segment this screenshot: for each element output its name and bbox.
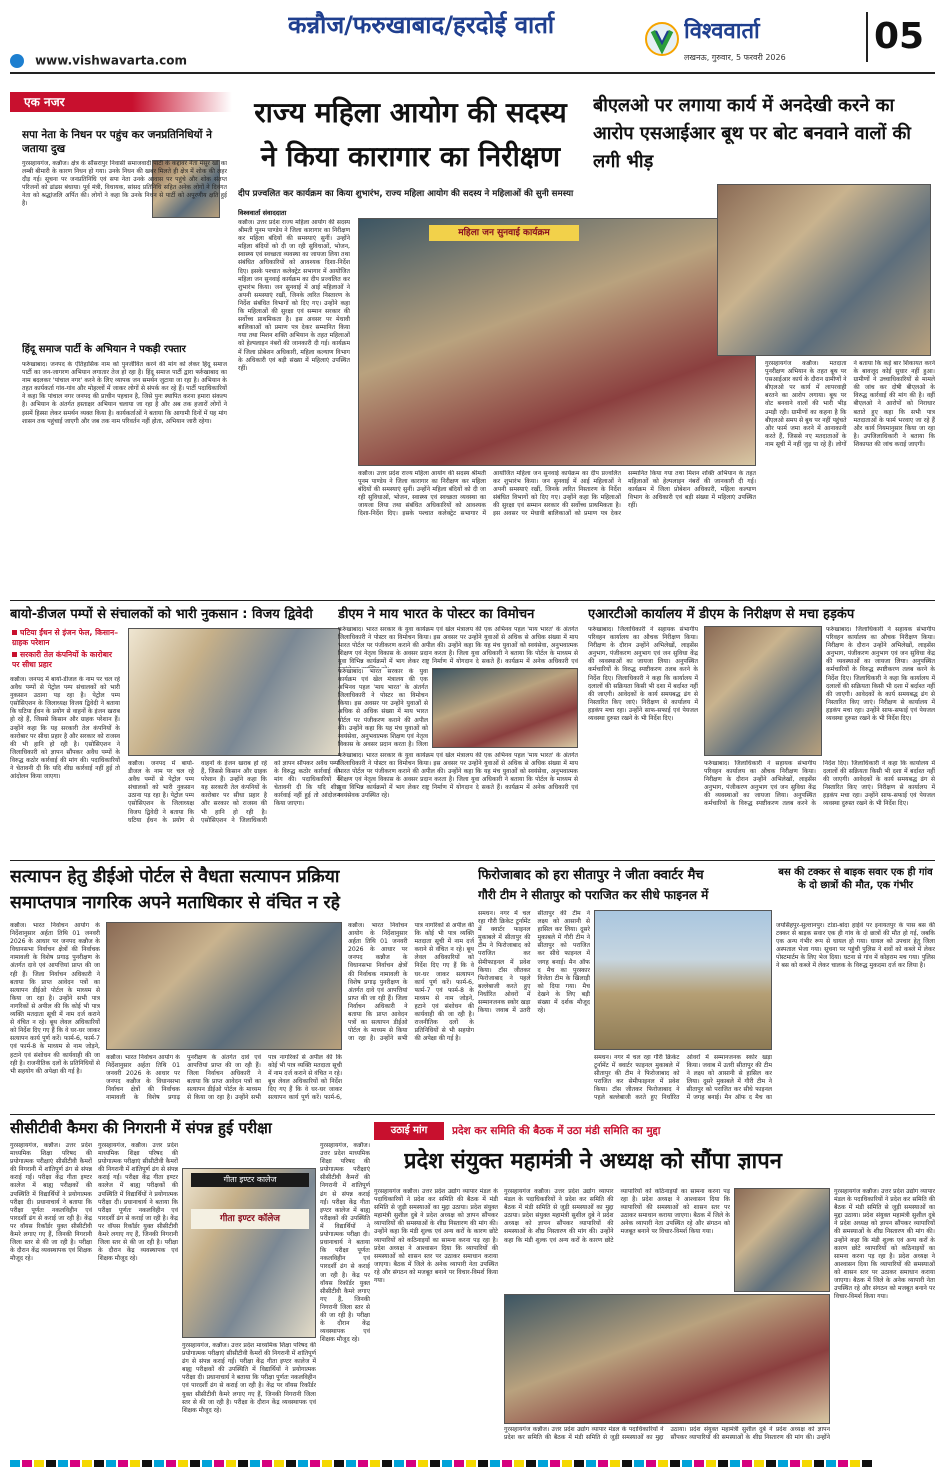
blo-body: गुरसहायगंज कन्नौज। मतदाता पुनरीक्षण अभियान के तहत बूथ पर एसआईआर कार्य के दौरान ग्रामीणों ने बीएलओ पर कार्य में लापरवाही बरतने का आरोप लगाया। बूथ पर वोट बनवाने वालों की भारी भीड़ उमड़ी रही। ग्रामीणों का कहना है कि बीएलओ समय से बूथ पर नहीं पहुंचते और फार्म जमा करने में आनाकानी करते हैं, जिससे नए मतदाताओं के नाम सूची में नहीं जुड़ पा रहे हैं। लोगों ने बताया कि कई बार शिकायत करने के बावजूद कोई सुधार नहीं हुआ। ग्रामीणों ने उच्चाधिकारियों से मामले की जांच कर दोषी बीएलओ के विरुद्ध कार्रवाई की मांग की है। वहीं बीएलओ ने आरोपों को निराधार बताते हुए कहा कि सभी पात्र मतदाताओं के फार्म भरवाए जा रहे हैं और कार्य नियमानुसार किया जा रहा है। उपजिलाधिकारी ने बताया कि शिकायत की जांच कराई जाएगी। xyxy=(765,360,935,448)
arto-story xyxy=(588,606,935,858)
lead-byline: विश्ववार्ता संवाददाता xyxy=(238,209,287,217)
accident-headline: बस की टक्कर से बाइक सवार एक ही गांव के दो छात्रों की मौत, एक गंभीर xyxy=(778,867,933,891)
arto-body-col4: फर्रुखाबाद। जिलाधिकारी ने सहायक संभागीय परिवहन कार्यालय का औचक निरीक्षण किया। निरीक्षण के दौरान उन्होंने अभिलेखों, लाइसेंस अनुभाग, पंजीकरण अनुभाग एवं जन सुविधा केंद्र की व्यवस्थाओं का जायजा लिया। अनुपस्थित कर्मचारियों के विरुद्ध स्पष्टीकरण तलब करने के निर्देश दिए। जिलाधिकारी ने कहा कि कार्यालय में दलालों की सक्रियता किसी भी दशा में बर्दाश्त नहीं की जाएगी। आवेदकों के कार्य समयबद्ध ढंग से निस्तारित किए जाएं। निरीक्षण से कार्यालय में हड़कंप मचा रहा। उन्होंने साफ-सफाई एवं पेयजल व्यवस्था दुरुस्त रखने के भी निर्देश दिए। xyxy=(826,626,935,723)
bullet-square-icon xyxy=(12,630,17,635)
registration-swatch xyxy=(418,1460,428,1467)
memo-photo xyxy=(504,1294,830,1424)
print-color-bar xyxy=(10,1455,935,1467)
voter-headline-1: सत्यापन हेतु डीईओ पोर्टल से वैधता सत्यापन प्रक्रिया xyxy=(10,867,340,887)
registration-swatch xyxy=(634,1460,644,1467)
registration-swatch xyxy=(190,1460,200,1467)
registration-swatch xyxy=(46,1460,56,1467)
registration-swatch xyxy=(286,1460,296,1467)
divider-2 xyxy=(10,860,935,861)
ek-nazar-label: एक नजर xyxy=(10,92,232,112)
arto-photo xyxy=(704,626,822,756)
registration-swatch xyxy=(154,1460,164,1467)
petrol-bullet-1: घटिया ईंधन से इंजन फेल, किसान–ग्राहक परेशान xyxy=(12,628,118,647)
registration-swatch xyxy=(766,1460,776,1467)
registration-swatch xyxy=(298,1460,308,1467)
divider-1 xyxy=(10,600,935,601)
registration-swatch xyxy=(802,1460,812,1467)
arto-body: फर्रुखाबाद। जिलाधिकारी ने सहायक संभागीय परिवहन कार्यालय का औचक निरीक्षण किया। निरीक्षण के दौरान उन्होंने अभिलेखों, लाइसेंस अनुभाग, पंजीकरण अनुभाग एवं जन सुविधा केंद्र की व्यवस्थाओं का जायजा लिया। अनुपस्थित कर्मचारियों के विरुद्ध स्पष्टीकरण तलब करने के निर्देश दिए। जिलाधिकारी ने कहा कि कार्यालय में दलालों की सक्रियता किसी भी दशा में बर्दाश्त नहीं की जाएगी। आवेदकों के कार्य समयबद्ध ढंग से निस्तारित किए जाएं। निरीक्षण से कार्यालय में हड़कंप मचा रहा। उन्होंने साफ-सफाई एवं पेयजल व्यवस्था दुरुस्त रखने के भी निर्देश दिए। xyxy=(704,760,935,808)
registration-swatch xyxy=(310,1460,320,1467)
registration-swatch xyxy=(118,1460,128,1467)
registration-swatch xyxy=(166,1460,176,1467)
registration-swatch xyxy=(370,1460,380,1467)
petrol-body-col1: कन्नौज। जनपद में बायो-डीजल के नाम पर चल रहे अवैध पम्पों से पेट्रोल पम्प संचालकों को भारी नुकसान उठाना पड़ रहा है। पेट्रोल पम्प एसोसिएशन के जिलाध्यक्ष विजय द्विवेदी ने बताया कि घटिया ईंधन के प्रयोग से वाहनों के इंजन खराब हो रहे हैं, जिससे किसान और ग्राहक परेशान हैं। उन्होंने कहा कि यह सरकारी तेल कंपनियों के कारोबार पर सीधा प्रहार है और सरकार को राजस्व की भी हानि हो रही है। एसोसिएशन ने जिलाधिकारी को ज्ञापन सौंपकर अवैध पम्पों के विरुद्ध कठोर कार्रवाई की मांग की। पदाधिकारियों ने चेतावनी दी कि यदि शीघ्र कार्रवाई नहीं हुई तो आंदोलन किया जाएगा। xyxy=(10,676,120,781)
registration-swatch xyxy=(790,1460,800,1467)
cricket-story xyxy=(478,866,772,1112)
cricket-body-bottom: समधन। नगर में चल रहा गौरी क्रिकेट टूर्नामेंट में क्वार्टर फाइनल मुकाबले में सीतापुर की टीम ने फिरोजाबाद को पराजित कर सेमीफाइनल में प्रवेश किया। टॉस जीतकर फिरोजाबाद ने पहले बल्लेबाजी करते हुए निर्धारित ओवरों में सम्मानजनक स्कोर खड़ा किया। जवाब में उतरी सीतापुर की टीम ने लक्ष्य को आसानी से हासिल कर लिया। दूसरे मुकाबले में गौरी टीम ने सीतापुर को पराजित कर सीधे फाइनल में जगह बनाई। मैन ऑफ द मैच का xyxy=(594,1054,772,1102)
petrol-story xyxy=(10,606,340,858)
registration-swatch xyxy=(658,1460,668,1467)
registration-swatch xyxy=(622,1460,632,1467)
registration-swatch xyxy=(490,1460,500,1467)
registration-swatch xyxy=(838,1460,848,1467)
v-logo-icon xyxy=(647,24,677,54)
story1-body: गुरसहायगंज, कन्नौज। क्षेत्र के सौंसरापुर निवासी समाजवादी पार्टी के कद्दावर नेता मंसूर खां का लम्बी बीमारी के कारण निधन हो गया। उनके निधन की खबर मिलते ही क्षेत्र में शोक की लहर दौड़ गई। सूचना पर जनप्रतिनिधि एवं सपा नेता उनके आवास पर पहुंचे और शोक संतप्त परिजनों को ढांढस बंधाया। पूर्व मंत्री, विधायक, सांसद प्रतिनिधि सहित अनेक लोगों ने दिवंगत नेता को श्रद्धांजलि अर्पित की। लोगों ने कहा कि उनके निधन से पार्टी को अपूरणीय क्षति हुई है। xyxy=(22,160,227,208)
registration-swatch xyxy=(430,1460,440,1467)
lead-headline-2: ने किया कारागार का निरीक्षण xyxy=(260,140,561,173)
registration-swatch xyxy=(466,1460,476,1467)
registration-swatch xyxy=(250,1460,260,1467)
memo-body-left: गुरसहायगंज कन्नौज। उत्तर प्रदेश उद्योग व्यापार मंडल के पदाधिकारियों ने प्रदेश कर समिति की बैठक में मंडी समिति से जुड़ी समस्याओं का मुद्दा उठाया। प्रदेश संयुक्त महामंत्री सुशील दुबे ने प्रदेश अध्यक्ष को ज्ञापन सौंपकर व्यापारियों की समस्याओं के शीघ्र निस्तारण की मांग की। उन्होंने कहा कि मंडी शुल्क एवं अन्य करों के कारण छोटे व्यापारियों को कठिनाइयों का सामना करना पड़ रहा है। प्रदेश अध्यक्ष ने आश्वासन दिया कि व्यापारियों की समस्याओं को शासन स्तर पर उठाकर समाधान कराया जाएगा। बैठक में जिले के अनेक व्यापारी नेता उपस्थित रहे और संगठन को मजबूत बनाने पर विचार-विमर्श किया गया। xyxy=(504,1188,730,1244)
arto-body-col1: फर्रुखाबाद। जिलाधिकारी ने सहायक संभागीय परिवहन कार्यालय का औचक निरीक्षण किया। निरीक्षण के दौरान उन्होंने अभिलेखों, लाइसेंस अनुभाग, पंजीकरण अनुभाग एवं जन सुविधा केंद्र की व्यवस्थाओं का जायजा लिया। अनुपस्थित कर्मचारियों के विरुद्ध स्पष्टीकरण तलब करने के निर्देश दिए। जिलाधिकारी ने कहा कि कार्यालय में दलालों की सक्रियता किसी भी दशा में बर्दाश्त नहीं की जाएगी। आवेदकों के कार्य समयबद्ध ढंग से निस्तारित किए जाएं। निरीक्षण से कार्यालय में हड़कंप मचा रहा। उन्होंने साफ-सफाई एवं पेयजल व्यवस्था दुरुस्त रखने के भी निर्देश दिए। xyxy=(588,626,698,723)
dm-poster-photo xyxy=(432,668,578,748)
globe-icon xyxy=(10,54,24,68)
dateline: लखनऊ, गुरुवार, 5 फरवरी 2026 xyxy=(684,53,786,62)
registration-swatch xyxy=(562,1460,572,1467)
masthead-divider xyxy=(866,12,868,62)
registration-swatch xyxy=(70,1460,80,1467)
registration-swatch xyxy=(706,1460,716,1467)
memo-kicker: प्रदेश कर समिति की बैठक में उठा मंडी समिति का मुद्दा xyxy=(452,1125,661,1137)
registration-swatch xyxy=(574,1460,584,1467)
ek-nazar-column xyxy=(10,92,232,597)
registration-swatch xyxy=(754,1460,764,1467)
masthead xyxy=(0,0,945,74)
registration-swatch xyxy=(10,1460,20,1467)
lead-photo-banner: महिला जन सुनवाई कार्यक्रम xyxy=(429,225,579,241)
brand-name: विश्ववार्ता xyxy=(684,19,760,44)
registration-swatch xyxy=(478,1460,488,1467)
masthead-rule xyxy=(10,72,935,74)
dm-poster-headline: डीएम ने माय भारत के पोस्टर का विमोचन xyxy=(338,607,535,622)
registration-swatch xyxy=(106,1460,116,1467)
registration-swatch xyxy=(322,1460,332,1467)
memo-photo-2 xyxy=(734,1188,830,1292)
petrol-photo xyxy=(128,628,340,756)
registration-swatch xyxy=(778,1460,788,1467)
cctv-body-col4: गुरसहायगंज, कन्नौज। उत्तर प्रदेश माध्यमिक शिक्षा परिषद की प्रयोगात्मक परीक्षाएं सीसीटीवी कैमरों की निगरानी में शांतिपूर्ण ढंग से संपन्न कराई गईं। परीक्षा केंद्र गीता इण्टर कालेज में बाह्य परीक्षकों की उपस्थिति में विद्यार्थियों ने प्रयोगात्मक परीक्षा दी। प्रधानाचार्य ने बताया कि परीक्षा पूर्णतः नकलविहीन एवं पारदर्शी ढंग से कराई जा रही है। केंद्र पर वॉयस रिकॉर्डर युक्त सीसीटीवी कैमरे लगाए गए हैं, जिनकी निगरानी जिला स्तर से की जा रही है। परीक्षा के दौरान केंद्र व्यवस्थापक एवं शिक्षक मौजूद रहे। xyxy=(320,1142,370,1344)
arto-headline: एआरटीओ कार्यालय में डीएम के निरीक्षण से मचा हड़कंप xyxy=(588,607,855,622)
registration-swatch xyxy=(82,1460,92,1467)
story2-headline: हिंदू समाज पार्टी के अभियान ने पकड़ी रफ्तार xyxy=(22,344,186,355)
registration-swatch xyxy=(274,1460,284,1467)
cctv-photo xyxy=(182,1168,316,1338)
memo-story xyxy=(374,1118,935,1448)
lead-body-lower: कन्नौज। उत्तर प्रदेश राज्य महिला आयोग की सदस्य श्रीमती पूनम पाण्डेय ने जिला कारागार का निरीक्षण कर महिला बंदियों की समस्याएं सुनीं। उन्होंने महिला बंदियों को दी जा रही सुविधाओं, भोजन, स्वास्थ्य एवं स्वच्छता व्यवस्था का जायजा लिया तथा संबंधित अधिकारियों को आवश्यक दिशा-निर्देश दिए। इसके पश्चात कलेक्ट्रेट सभागार में आयोजित महिला जन सुनवाई कार्यक्रम का दीप प्रज्वलित कर शुभारंभ किया। जन सुनवाई में आई महिलाओं ने अपनी समस्याएं रखीं, जिनके त्वरित निस्तारण के निर्देश संबंधित विभागों को दिए गए। उन्होंने कहा कि महिलाओं की सुरक्षा एवं सम्मान सरकार की सर्वोच्च प्राथमिकता है। इस अवसर पर मेधावी बालिकाओं को प्रमाण पत्र देकर सम्मानित किया गया तथा मिशन शक्ति अभियान के तहत महिलाओं को हेल्पलाइन नंबरों की जानकारी दी गई। कार्यक्रम में जिला प्रोबेशन अधिकारी, महिला कल्याण विभाग के अधिकारी एवं बड़ी संख्या में महिलाएं उपस्थित रहीं। xyxy=(358,470,756,518)
accident-body: जयसिंहपुर-सुल्तानपुर। टांडा-बांदा हाईवे पर इनायतपुर के पास बस की टक्कर से बाइक सवार एक ही गांव के दो छात्रों की मौत हो गई, जबकि एक अन्य गंभीर रूप से घायल हो गया। घायल को उपचार हेतु जिला अस्पताल भेजा गया। सूचना पर पहुंची पुलिस ने शवों को कब्जे में लेकर पोस्टमार्टम के लिए भेज दिया। घटना से गांव में कोहराम मच गया। पुलिस ने बस को कब्जे में लेकर चालक के विरुद्ध मुकदमा दर्ज कर लिया है। xyxy=(776,922,935,970)
blo-story xyxy=(589,92,935,597)
petrol-headline: बायो-डीजल पम्पों से संचालकों को भारी नुकसान : विजय द्विवेदी xyxy=(10,607,313,622)
dm-poster-body-left: फर्रुखाबाद। भारत सरकार के युवा कार्यक्रम एवं खेल मंत्रालय की एक अभिनव पहल 'माय भारत' के अंतर्गत जिलाधिकारी ने पोस्टर का विमोचन किया। इस अवसर पर उन्होंने युवाओं से अधिक से अधिक संख्या में माय भारत पोर्टल पर पंजीकरण कराने की अपील की। उन्होंने कहा कि यह मंच युवाओं को स्वयंसेवा, अनुभवात्मक शिक्षण एवं नेतृत्व विकास के अवसर प्रदान करता है। जिला xyxy=(338,668,428,748)
registration-swatch xyxy=(22,1460,32,1467)
registration-swatch xyxy=(358,1460,368,1467)
registration-swatch xyxy=(814,1460,824,1467)
cricket-headline-1: फिरोजाबाद को हरा सीतापुर ने जीता क्वार्टर मैच xyxy=(478,868,704,883)
voter-photo xyxy=(106,922,342,1050)
registration-swatch xyxy=(382,1460,392,1467)
registration-swatch xyxy=(826,1460,836,1467)
registration-swatch xyxy=(178,1460,188,1467)
registration-swatch xyxy=(682,1460,692,1467)
registration-swatch xyxy=(142,1460,152,1467)
section-title: कन्नौज/फरुखाबाद/हरदोई वार्ता xyxy=(288,11,555,39)
voter-body-right: कन्नौज। भारत निर्वाचन आयोग के निर्देशानुसार अर्हता तिथि 01 जनवरी 2026 के आधार पर जनपद कन्नौज के विधानसभा निर्वाचन क्षेत्रों की निर्वाचक नामावली के विशेष प्रगाढ़ पुनरीक्षण के अंतर्गत दावे एवं आपत्तियां प्राप्त की जा रही हैं। जिला निर्वाचन अधिकारी ने बताया कि प्राप्त आवेदन पत्रों का सत्यापन डीईओ पोर्टल के माध्यम से किया जा रहा है। उन्होंने सभी पात्र नागरिकों से अपील की कि कोई भी पात्र व्यक्ति मतदाता सूची में नाम दर्ज कराने से वंचित न रहे। बूथ लेवल अधिकारियों को निर्देश दिए गए हैं कि वे घर-घर जाकर सत्यापन कार्य पूर्ण करें। फार्म-6, फार्म-7 एवं फार्म-8 के माध्यम से नाम जोड़ने, हटाने एवं संशोधन की कार्यवाही की जा रही है। राजनीतिक दलों के प्रतिनिधियों से भी सहयोग की अपेक्षा की गई है। xyxy=(348,922,474,1043)
memo-headline: प्रदेश संयुक्त महामंत्री ने अध्यक्ष को सौंपा ज्ञापन xyxy=(404,1149,782,1174)
registration-swatch xyxy=(514,1460,524,1467)
registration-swatch xyxy=(586,1460,596,1467)
registration-swatch xyxy=(694,1460,704,1467)
registration-swatch xyxy=(598,1460,608,1467)
cctv-story xyxy=(10,1118,370,1448)
registration-swatch xyxy=(526,1460,536,1467)
registration-swatch xyxy=(538,1460,548,1467)
college-sign-top: गीता इण्टर कालेज xyxy=(191,1173,309,1187)
petrol-bullet-2: सरकारी तेल कंपनियों के कारोबार पर सीधा प्रहार xyxy=(12,650,112,668)
petrol-bullets xyxy=(12,628,122,668)
cctv-body-col3: गुरसहायगंज, कन्नौज। उत्तर प्रदेश माध्यमिक शिक्षा परिषद की प्रयोगात्मक परीक्षाएं सीसीटीवी कैमरों की निगरानी में शांतिपूर्ण ढंग से संपन्न कराई गईं। परीक्षा केंद्र गीता इण्टर कालेज में बाह्य परीक्षकों की उपस्थिति में विद्यार्थियों ने प्रयोगात्मक परीक्षा दी। प्रधानाचार्य ने बताया कि परीक्षा पूर्णतः नकलविहीन एवं पारदर्शी ढंग से कराई जा रही है। केंद्र पर वॉयस रिकॉर्डर युक्त सीसीटीवी कैमरे लगाए गए हैं, जिनकी निगरानी जिला स्तर से की जा रही है। परीक्षा के दौरान केंद्र व्यवस्थापक एवं शिक्षक मौजूद रहे। xyxy=(182,1342,316,1414)
page-number: 05 xyxy=(874,16,925,57)
registration-swatch xyxy=(502,1460,512,1467)
college-sign-main: गीता इण्टर कॉलेज xyxy=(191,1209,309,1229)
registration-swatch xyxy=(262,1460,272,1467)
registration-swatch xyxy=(346,1460,356,1467)
registration-swatch xyxy=(454,1460,464,1467)
voter-story xyxy=(10,866,474,1112)
registration-swatch xyxy=(394,1460,404,1467)
story1-headline: सपा नेता के निधन पर पहुंच कर जनप्रतिनिधियों ने जताया दुख xyxy=(22,129,212,155)
petrol-body: कन्नौज। जनपद में बायो-डीजल के नाम पर चल रहे अवैध पम्पों से पेट्रोल पम्प संचालकों को भारी नुकसान उठाना पड़ रहा है। पेट्रोल पम्प एसोसिएशन के जिलाध्यक्ष विजय द्विवेदी ने बताया कि घटिया ईंधन के प्रयोग से वाहनों के इंजन खराब हो रहे हैं, जिससे किसान और ग्राहक परेशान हैं। उन्होंने कहा कि यह सरकारी तेल कंपनियों के कारोबार पर सीधा प्रहार है और सरकार को राजस्व की भी हानि हो रही है। एसोसिएशन ने जिलाधिकारी को ज्ञापन सौंपकर अवैध पम्पों के विरुद्ध कठोर कार्रवाई की मांग की। पदाधिकारियों ने चेतावनी दी कि यदि शीघ्र कार्रवाई नहीं हुई तो आंदोलन किया जाएगा। xyxy=(128,760,340,824)
cctv-body-col2: गुरसहायगंज, कन्नौज। उत्तर प्रदेश माध्यमिक शिक्षा परिषद की प्रयोगात्मक परीक्षाएं सीसीटीवी कैमरों की निगरानी में शांतिपूर्ण ढंग से संपन्न कराई गईं। परीक्षा केंद्र गीता इण्टर कालेज में बाह्य परीक्षकों की उपस्थिति में विद्यार्थियों ने प्रयोगात्मक परीक्षा दी। प्रधानाचार्य ने बताया कि परीक्षा पूर्णतः नकलविहीन एवं पारदर्शी ढंग से कराई जा रही है। केंद्र पर वॉयस रिकॉर्डर युक्त सीसीटीवी कैमरे लगाए गए हैं, जिनकी निगरानी जिला स्तर से की जा रही है। परीक्षा के दौरान केंद्र व्यवस्थापक एवं शिक्षक मौजूद रहे। xyxy=(98,1142,178,1263)
registration-swatch xyxy=(334,1460,344,1467)
registration-swatch xyxy=(442,1460,452,1467)
registration-swatch xyxy=(226,1460,236,1467)
memo-body-far-left: गुरसहायगंज कन्नौज। उत्तर प्रदेश उद्योग व्यापार मंडल के पदाधिकारियों ने प्रदेश कर समिति की बैठक में मंडी समिति से जुड़ी समस्याओं का मुद्दा उठाया। प्रदेश संयुक्त महामंत्री सुशील दुबे ने प्रदेश अध्यक्ष को ज्ञापन सौंपकर व्यापारियों की समस्याओं के शीघ्र निस्तारण की मांग की। उन्होंने कहा कि मंडी शुल्क एवं अन्य करों के कारण छोटे व्यापारियों को कठिनाइयों का सामना करना पड़ रहा है। प्रदेश अध्यक्ष ने आश्वासन दिया कि व्यापारियों की समस्याओं को शासन स्तर पर उठाकर समाधान कराया जाएगा। बैठक में जिले के अनेक व्यापारी नेता उपस्थित रहे और संगठन को मजबूत बनाने पर विचार-विमर्श किया गया। xyxy=(374,1188,498,1285)
logo-mark xyxy=(645,22,679,56)
registration-swatch xyxy=(610,1460,620,1467)
cctv-headline: सीसीटीवी कैमरा की निगरानी में संपन्न हुई परीक्षा xyxy=(10,1119,272,1137)
url-bar[interactable] xyxy=(10,50,350,68)
site-url[interactable]: www.vishwavarta.com xyxy=(35,53,188,68)
registration-swatch xyxy=(130,1460,140,1467)
memo-body-right: गुरसहायगंज कन्नौज। उत्तर प्रदेश उद्योग व्यापार मंडल के पदाधिकारियों ने प्रदेश कर समिति की बैठक में मंडी समिति से जुड़ी समस्याओं का मुद्दा उठाया। प्रदेश संयुक्त महामंत्री सुशील दुबे ने प्रदेश अध्यक्ष को ज्ञापन सौंपकर व्यापारियों की समस्याओं के शीघ्र निस्तारण की मांग की। उन्होंने कहा कि मंडी शुल्क एवं अन्य करों के कारण छोटे व्यापारियों को कठिनाइयों का सामना करना पड़ रहा है। प्रदेश अध्यक्ष ने आश्वासन दिया कि व्यापारियों की समस्याओं को शासन स्तर पर उठाकर समाधान कराया जाएगा। बैठक में जिले के अनेक व्यापारी नेता उपस्थित रहे और संगठन को मजबूत बनाने पर विचार-विमर्श किया गया। xyxy=(834,1188,935,1301)
lead-subhead: दीप प्रज्वलित कर कार्यक्रम का किया शुभारंभ, राज्य महिला आयोग की सदस्य ने महिलाओं की सुनी समस्या xyxy=(238,189,574,199)
registration-swatch xyxy=(646,1460,656,1467)
memo-tag: उठाई मांग xyxy=(374,1122,444,1140)
divider-3 xyxy=(10,1114,935,1115)
cctv-body-col1: गुरसहायगंज, कन्नौज। उत्तर प्रदेश माध्यमिक शिक्षा परिषद की प्रयोगात्मक परीक्षाएं सीसीटीवी कैमरों की निगरानी में शांतिपूर्ण ढंग से संपन्न कराई गईं। परीक्षा केंद्र गीता इण्टर कालेज में बाह्य परीक्षकों की उपस्थिति में विद्यार्थियों ने प्रयोगात्मक परीक्षा दी। प्रधानाचार्य ने बताया कि परीक्षा पूर्णतः नकलविहीन एवं पारदर्शी ढंग से कराई जा रही है। केंद्र पर वॉयस रिकॉर्डर युक्त सीसीटीवी कैमरे लगाए गए हैं, जिनकी निगरानी जिला स्तर से की जा रही है। परीक्षा के दौरान केंद्र व्यवस्थापक एवं शिक्षक मौजूद रहे। xyxy=(10,1142,92,1263)
registration-swatch xyxy=(670,1460,680,1467)
cricket-body: समधन। नगर में चल रहा गौरी क्रिकेट टूर्नामेंट में क्वार्टर फाइनल मुकाबले में सीतापुर की टीम ने फिरोजाबाद को पराजित कर सेमीफाइनल में प्रवेश किया। टॉस जीतकर फिरोजाबाद ने पहले बल्लेबाजी करते हुए निर्धारित ओवरों में सम्मानजनक स्कोर खड़ा किया। जवाब में उतरी सीतापुर की टीम ने लक्ष्य को आसानी से हासिल कर लिया। दूसरे मुकाबले में गौरी टीम ने सीतापुर को पराजित कर सीधे फाइनल में जगह बनाई। मैन ऑफ द मैच का पुरस्कार विजेता टीम के खिलाड़ी को दिया गया। मैच देखने के लिए बड़ी संख्या में दर्शक मौजूद रहे। xyxy=(478,910,590,1015)
blo-headline: बीएलओ पर लगाया कार्य में अनदेखी करने का आरोप एसआईआर बूथ पर बोट बनवाने वालों की लगी भीड़ xyxy=(593,95,911,172)
registration-swatch xyxy=(34,1460,44,1467)
registration-swatch xyxy=(850,1460,860,1467)
accident-story xyxy=(776,866,935,1112)
dm-poster-body-bottom: फर्रुखाबाद। भारत सरकार के युवा कार्यक्रम एवं खेल मंत्रालय की एक अभिनव पहल 'माय भारत' के अंतर्गत जिलाधिकारी ने पोस्टर का विमोचन किया। इस अवसर पर उन्होंने युवाओं से अधिक से अधिक संख्या में माय भारत पोर्टल पर पंजीकरण कराने की अपील की। उन्होंने कहा कि यह मंच युवाओं को स्वयंसेवा, अनुभवात्मक शिक्षण एवं नेतृत्व विकास के अवसर प्रदान करता है। जिला युवा अधिकारी ने बताया कि पोर्टल के माध्यम से युवा विभिन्न कार्यक्रमों में भाग लेकर राष्ट्र निर्माण में योगदान दे सकते हैं। कार्यक्रम में अनेक अधिकारी एवं स्वयंसेवक उपस्थित रहे। xyxy=(338,752,578,800)
story2-body: फर्रुखाबाद। जनपद के ऐतिहासिक नाम को पुनर्जीवित करने की मांग को लेकर हिंदू समाज पार्टी का जन-जागरण अभियान लगातार तेज हो रहा है। हिंदू समाज पार्टी द्वारा फर्रुखाबाद का नाम बदलकर 'पांचाल नगर' करने के लिए व्यापक जन समर्थन जुटाया जा रहा है। अभियान के तहत कार्यकर्ता गांव-गांव और मोहल्लों में जाकर लोगों से संपर्क कर रहे हैं। पार्टी पदाधिकारियों ने कहा कि पांचाल नगर जनपद की प्राचीन पहचान है, जिसे पुनः स्थापित करना हमारा संकल्प है। अभियान के अंतर्गत हस्ताक्षर अभियान चलाया जा रहा है और अब तक हजारों लोगों ने इसमें हिस्सा लेकर समर्थन व्यक्त किया है। कार्यकर्ताओं ने बताया कि आगामी दिनों में यह मांग शासन तक पहुंचाई जाएगी और जब तक नाम परिवर्तन नहीं होता, अभियान जारी रहेगा। xyxy=(22,361,227,425)
registration-swatch xyxy=(238,1460,248,1467)
registration-swatch xyxy=(214,1460,224,1467)
cricket-photo xyxy=(594,910,772,1050)
registration-swatch xyxy=(742,1460,752,1467)
registration-swatch xyxy=(862,1460,872,1467)
cricket-headline-2: गौरी टीम ने सीतापुर को पराजित कर सीधे फाइनल में xyxy=(478,888,709,902)
voter-headline-2: समाप्तपात्र नागरिक अपने मताधिकार से वंचित न रहे xyxy=(10,893,340,913)
dm-poster-body: फर्रुखाबाद। भारत सरकार के युवा कार्यक्रम एवं खेल मंत्रालय की एक अभिनव पहल 'माय भारत' के अंतर्गत जिलाधिकारी ने पोस्टर का विमोचन किया। इस अवसर पर उन्होंने युवाओं से अधिक से अधिक संख्या में माय भारत पोर्टल पर पंजीकरण कराने की अपील की। उन्होंने कहा कि यह मंच युवाओं को स्वयंसेवा, अनुभवात्मक शिक्षण एवं नेतृत्व विकास के अवसर प्रदान करता है। जिला युवा अधिकारी ने बताया कि पोर्टल के माध्यम से युवा विभिन्न कार्यक्रमों में भाग लेकर राष्ट्र निर्माण में योगदान दे सकते हैं। कार्यक्रम में अनेक अधिकारी एवं xyxy=(338,626,578,666)
registration-swatch xyxy=(94,1460,104,1467)
registration-swatch xyxy=(202,1460,212,1467)
registration-swatch xyxy=(58,1460,68,1467)
registration-swatch xyxy=(406,1460,416,1467)
lead-body-col1: कन्नौज। उत्तर प्रदेश राज्य महिला आयोग की सदस्य श्रीमती पूनम पाण्डेय ने जिला कारागार का निरीक्षण कर महिला बंदियों की समस्याएं सुनीं। उन्होंने महिला बंदियों को दी जा रही सुविधाओं, भोजन, स्वास्थ्य एवं स्वच्छता व्यवस्था का जायजा लिया तथा संबंधित अधिकारियों को आवश्यक दिशा-निर्देश दिए। इसके पश्चात कलेक्ट्रेट सभागार में आयोजित महिला जन सुनवाई कार्यक्रम का दीप प्रज्वलित कर शुभारंभ किया। जन सुनवाई में आई महिलाओं ने अपनी समस्याएं रखीं, जिनके त्वरित निस्तारण के निर्देश संबंधित विभागों को दिए गए। उन्होंने कहा कि महिलाओं की सुरक्षा एवं सम्मान सरकार की सर्वोच्च प्राथमिकता है। इस अवसर पर मेधावी बालिकाओं को प्रमाण पत्र देकर सम्मानित किया गया तथा मिशन शक्ति अभियान के तहत महिलाओं को हेल्पलाइन नंबरों की जानकारी दी गई। कार्यक्रम में जिला प्रोबेशन अधिकारी, महिला कल्याण विभाग के अधिकारी एवं बड़ी संख्या में महिलाएं उपस्थित रहीं। xyxy=(238,219,350,372)
dm-poster-story xyxy=(338,606,578,858)
memo-body: गुरसहायगंज कन्नौज। उत्तर प्रदेश उद्योग व्यापार मंडल के पदाधिकारियों ने प्रदेश कर समिति की बैठक में मंडी समिति से जुड़ी समस्याओं का मुद्दा उठाया। प्रदेश संयुक्त महामंत्री सुशील दुबे ने प्रदेश अध्यक्ष को ज्ञापन सौंपकर व्यापारियों की समस्याओं के शीघ्र निस्तारण की मांग की। उन्होंने xyxy=(504,1426,830,1442)
blo-photo xyxy=(717,184,931,356)
registration-swatch xyxy=(730,1460,740,1467)
lead-headline-1: राज्य महिला आयोग की सदस्य xyxy=(254,96,567,129)
voter-body-col1: कन्नौज। भारत निर्वाचन आयोग के निर्देशानुसार अर्हता तिथि 01 जनवरी 2026 के आधार पर जनपद कन्नौज के विधानसभा निर्वाचन क्षेत्रों की निर्वाचक नामावली के विशेष प्रगाढ़ पुनरीक्षण के अंतर्गत दावे एवं आपत्तियां प्राप्त की जा रही हैं। जिला निर्वाचन अधिकारी ने बताया कि प्राप्त आवेदन पत्रों का सत्यापन डीईओ पोर्टल के माध्यम से किया जा रहा है। उन्होंने सभी पात्र नागरिकों से अपील की कि कोई भी पात्र व्यक्ति मतदाता सूची में नाम दर्ज कराने से वंचित न रहे। बूथ लेवल अधिकारियों को निर्देश दिए गए हैं कि वे घर-घर जाकर सत्यापन कार्य पूर्ण करें। फार्म-6, फार्म-7 एवं फार्म-8 के माध्यम से नाम जोड़ने, हटाने एवं संशोधन की कार्यवाही की जा रही है। राजनीतिक दलों के प्रतिनिधियों से भी सहयोग की अपेक्षा की गई है। xyxy=(10,922,100,1075)
voter-body: कन्नौज। भारत निर्वाचन आयोग के निर्देशानुसार अर्हता तिथि 01 जनवरी 2026 के आधार पर जनपद कन्नौज के विधानसभा निर्वाचन क्षेत्रों की निर्वाचक नामावली के विशेष प्रगाढ़ पुनरीक्षण के अंतर्गत दावे एवं आपत्तियां प्राप्त की जा रही हैं। जिला निर्वाचन अधिकारी ने बताया कि प्राप्त आवेदन पत्रों का सत्यापन डीईओ पोर्टल के माध्यम से किया जा रहा है। उन्होंने सभी पात्र नागरिकों से अपील की कि कोई भी पात्र व्यक्ति मतदाता सूची में नाम दर्ज कराने से वंचित न रहे। बूथ लेवल अधिकारियों को निर्देश दिए गए हैं कि वे घर-घर जाकर सत्यापन कार्य पूर्ण करें। फार्म-6, xyxy=(106,1054,342,1102)
registration-swatch xyxy=(550,1460,560,1467)
registration-swatch xyxy=(718,1460,728,1467)
bullet-square-icon xyxy=(12,652,17,657)
